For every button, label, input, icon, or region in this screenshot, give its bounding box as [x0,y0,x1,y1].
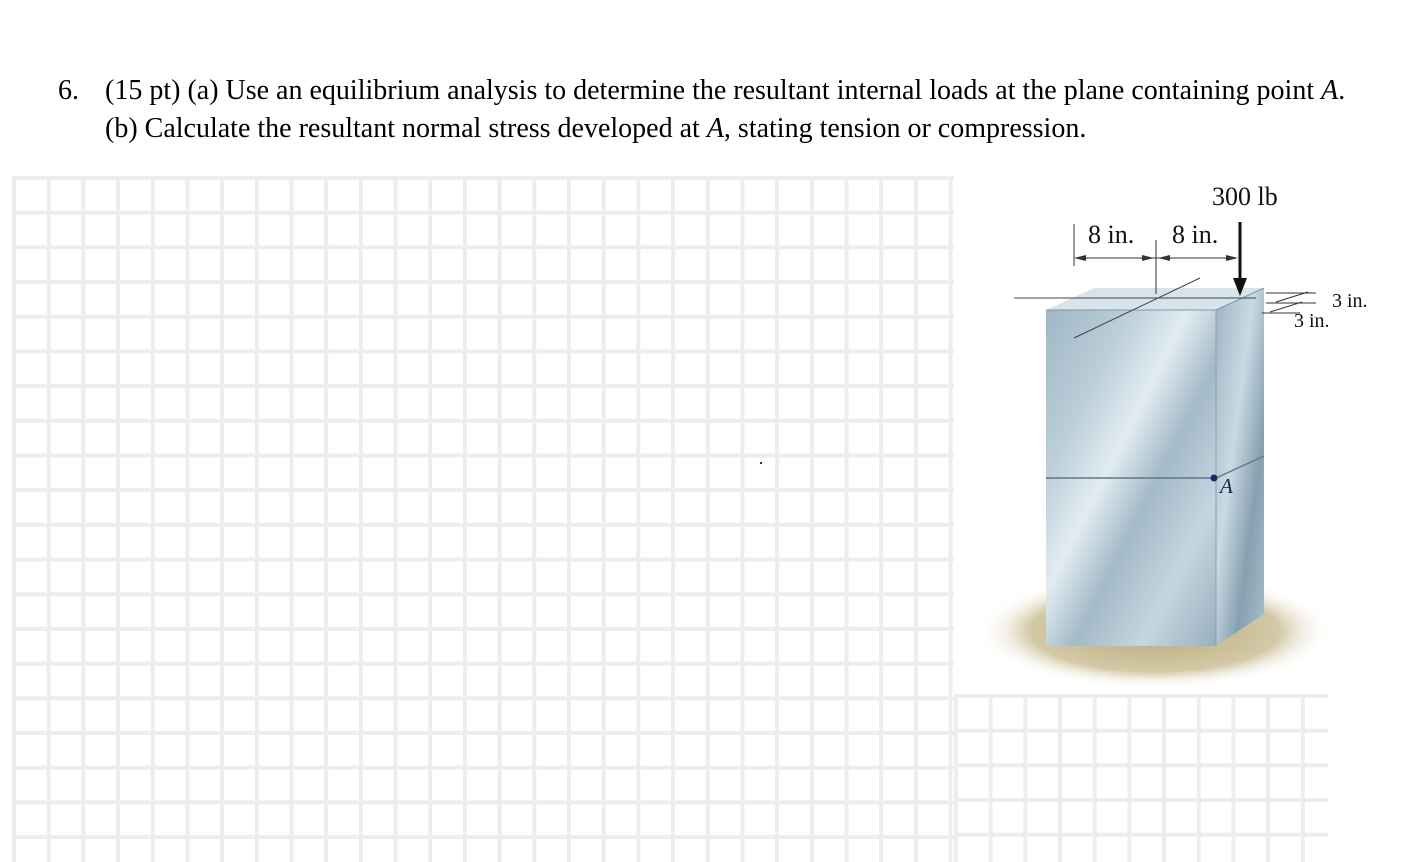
part-b-label: (b) [105,113,138,144]
answer-grid-extension [954,694,1328,862]
point-a-marker [1211,475,1218,482]
depth-label-front: 3 in. [1294,310,1330,332]
block-figure-drawing [970,176,1390,706]
dimension-label-left: 8 in. [1088,220,1135,249]
part-a-text: Use an equilibrium analysis to determine the resultant internal loads at the plane containing point [225,75,1315,106]
answer-grid [12,176,954,862]
dimension-label-right: 8 in. [1172,220,1219,249]
stray-mark [760,462,762,464]
point-a-label: A [1220,474,1233,498]
problem-points: (15 pt) [105,75,181,106]
force-label: 300 lb [1212,182,1278,211]
problem-body: (15 pt) (a) Use an equilibrium analysis to determine the resultant internal loads at the plane containing point A. (b) Calculate the resultant normal stress developed at A, stating tension or compression. [105,75,1346,144]
point-name-b: A [706,113,724,144]
dimension-arrow-middle-right [1158,255,1170,261]
depth-label-back: 3 in. [1332,290,1368,312]
part-b-text: Calculate the resultant normal stress developed at [144,113,700,144]
block-figure [970,176,1390,706]
dimension-arrow-right [1226,255,1238,261]
point-name-a: A [1321,75,1339,106]
part-b-tail: stating tension or compression. [737,113,1087,144]
dimension-arrow-middle-left [1142,255,1154,261]
part-a-label: (a) [187,75,219,106]
dimension-arrow-left [1074,255,1086,261]
problem-statement [58,72,1348,148]
problem-number: 6. [58,75,79,106]
